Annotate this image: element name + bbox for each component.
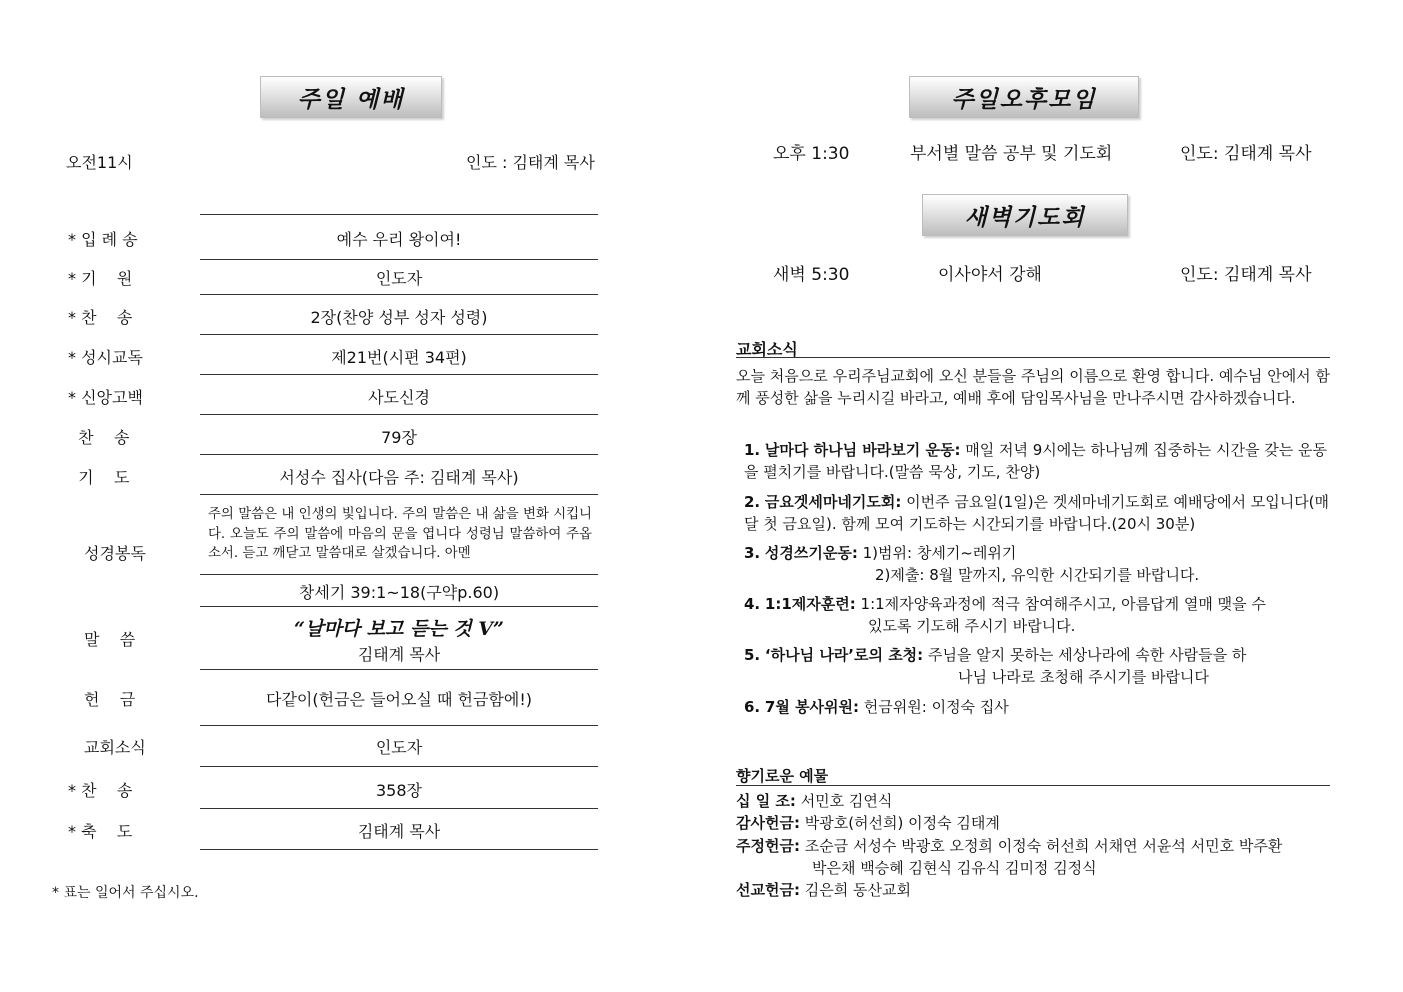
order-value-hymn1: 2장(찬양 성부 성자 성령) xyxy=(310,308,488,327)
dawn-title xyxy=(922,194,1128,236)
order-value-creed: 사도신경 xyxy=(368,388,430,407)
afternoon-leader: 인도: 김태계 목사 xyxy=(1180,144,1312,164)
news-item-4 xyxy=(744,593,1330,615)
divider xyxy=(200,606,598,607)
offering-label: 선교헌금: xyxy=(736,881,800,899)
sermon-preacher: 김태계 목사 xyxy=(357,645,441,664)
offering-names: 서민호 김연식 xyxy=(795,792,893,810)
news-item-num: 1. xyxy=(744,441,761,459)
order-value-news: 인도자 xyxy=(375,738,423,757)
news-item-title: 금요겟세마네기도회: xyxy=(764,493,902,511)
order-label-hymn1: * 찬 송 xyxy=(68,308,133,327)
news-heading: 교회소식 xyxy=(736,340,798,359)
news-item-title: ‘하나님 나라’로의 초청: xyxy=(764,646,924,664)
offering-row-mission xyxy=(736,879,911,901)
divider xyxy=(200,259,598,260)
afternoon-title xyxy=(909,76,1139,118)
order-value-hymn2: 79장 xyxy=(381,428,417,447)
offering-names: 조순금 서성수 박광호 오정희 이정숙 허선희 서채연 서윤석 서민호 박주환 xyxy=(799,837,1283,855)
news-item-num: 3. xyxy=(744,544,761,562)
divider xyxy=(200,374,598,375)
divider xyxy=(200,414,598,415)
order-label-prayer: 기 도 xyxy=(68,468,130,487)
order-value-invocation: 인도자 xyxy=(375,269,423,288)
news-item-title: 1:1제자훈련: xyxy=(764,595,856,613)
divider xyxy=(200,808,598,809)
order-label-offering: 헌 금 xyxy=(84,690,136,709)
scripture-passage: 창세기 39:1~18(구약p.60) xyxy=(298,583,500,602)
order-label-hymn2: 찬 송 xyxy=(68,428,130,447)
scripture-prayer: 주의 말씀은 내 인생의 빛입니다. 주의 말씀은 내 삶을 변화 시킵니다. 오늘도 주의 말씀에 마음의 문을 엽니다 성령님 말씀하여 주옵소서. 듣고 깨닫고 말씀대로 살겠습니다. 아멘 xyxy=(208,507,592,561)
divider xyxy=(200,766,598,767)
worship-leader: 인도 : 김태계 목사 xyxy=(466,153,595,172)
news-item-4-line2: 있도록 기도해 주시기 바랍니다. xyxy=(868,617,1076,635)
news-item-text: 1)범위: 창세기~레위기 xyxy=(857,544,1017,562)
worship-title-text: 주일 예배 xyxy=(297,86,405,113)
news-item-3 xyxy=(744,542,1330,564)
news-item-title: 7월 봉사위원: xyxy=(764,698,860,716)
divider xyxy=(200,334,598,335)
order-label-invocation: * 기 원 xyxy=(68,269,133,288)
order-value-responsive: 제21번(시편 34편) xyxy=(331,348,467,367)
divider xyxy=(200,669,598,670)
order-label-creed: * 신앙고백 xyxy=(68,388,143,407)
news-item-num: 6. xyxy=(744,698,761,716)
standing-footnote: * 표는 일어서 주십시오. xyxy=(52,885,199,901)
news-item-text: 주님을 알지 못하는 세상나라에 속한 사람들을 하 xyxy=(923,646,1247,664)
afternoon-time: 오후 1:30 xyxy=(773,144,850,164)
worship-time: 오전11시 xyxy=(66,153,133,172)
divider xyxy=(736,357,1330,358)
news-item-num: 4. xyxy=(744,595,761,613)
order-value-prayer: 서성수 집사(다음 주: 김태계 목사) xyxy=(279,468,519,487)
dawn-desc: 이사야서 강해 xyxy=(938,265,1042,285)
dawn-leader: 인도: 김태계 목사 xyxy=(1180,265,1312,285)
divider xyxy=(200,294,598,295)
divider xyxy=(200,574,598,575)
news-item-3-line2: 2)제출: 8월 말까지, 유익한 시간되기를 바랍니다. xyxy=(875,566,1200,584)
order-label-benediction: * 축 도 xyxy=(68,822,133,841)
news-item-text: 1:1제자양육과정에 적극 참여해주시고, 아름답게 열매 맺을 수 xyxy=(855,595,1266,613)
divider xyxy=(200,849,598,850)
offering-row-weekly-line2: 박은채 백승혜 김현식 김유식 김미정 김정식 xyxy=(812,859,1097,877)
news-item-num: 2. xyxy=(744,493,761,511)
order-value-offering: 다같이(헌금은 들어오실 때 헌금함에!) xyxy=(266,690,532,709)
dawn-title-text: 새벽기도회 xyxy=(964,204,1086,231)
sermon-title: “날마다 보고 듣는 것 Ⅴ” xyxy=(294,618,504,640)
news-item-text: 헌금위원: 이정숙 집사 xyxy=(859,698,1009,716)
news-item-1 xyxy=(744,439,1330,483)
divider xyxy=(200,494,598,495)
news-item-title: 날마다 하나님 바라보기 운동: xyxy=(764,441,961,459)
news-item-text: 매일 저녁 9시에는 하나님께 집중하는 시간을 갖는 운동을 펼치기를 바랍니다.(말씀 묵상, 기도, 찬양) xyxy=(744,441,1327,481)
offering-row-thanks xyxy=(736,812,1000,834)
divider xyxy=(200,214,598,215)
divider xyxy=(736,785,1330,786)
scripture-label: 성경봉독 xyxy=(84,544,146,563)
order-label-hymn3: * 찬 송 xyxy=(68,781,133,800)
news-item-5 xyxy=(744,644,1330,666)
order-label-entrance: * 입 례 송 xyxy=(68,230,138,249)
news-intro: 오늘 처음으로 우리주님교회에 오신 분들을 주님의 이름으로 환영 합니다. 예수님 안에서 함께 풍성한 삶을 누리시길 바라고, 예배 후에 담임목사님을 만나주시면 감사하겠습니다. xyxy=(736,367,1330,407)
news-item-5-line2: 나님 나라로 초청해 주시기를 바랍니다 xyxy=(958,668,1209,686)
dawn-time: 새벽 5:30 xyxy=(773,265,850,285)
order-value-benediction: 김태계 목사 xyxy=(357,822,441,841)
news-item-text: 이번주 금요일(1일)은 겟세마네기도회로 예배당에서 모입니다(매달 첫 금요일). 함께 모여 기도하는 시간되기를 바랍니다.(20시 30분) xyxy=(744,493,1330,533)
divider xyxy=(200,725,598,726)
worship-title xyxy=(260,76,442,118)
afternoon-title-text: 주일오후모임 xyxy=(951,86,1097,113)
news-item-num: 5. xyxy=(744,646,761,664)
offering-names: 김은희 동산교회 xyxy=(799,881,911,899)
order-label-responsive: * 성시교독 xyxy=(68,348,143,367)
sermon-label: 말 씀 xyxy=(84,630,136,649)
news-item-title: 성경쓰기운동: xyxy=(764,544,858,562)
divider xyxy=(200,454,598,455)
offering-label: 감사헌금: xyxy=(736,814,800,832)
order-label-news: 교회소식 xyxy=(84,738,146,757)
offering-heading: 향기로운 예물 xyxy=(736,767,829,785)
news-item-6 xyxy=(744,696,1330,718)
afternoon-desc: 부서별 말씀 공부 및 기도회 xyxy=(910,144,1113,164)
order-value-hymn3: 358장 xyxy=(376,781,422,800)
offering-row-weekly xyxy=(736,835,1356,857)
offering-label: 주정헌금: xyxy=(736,837,800,855)
news-item-2 xyxy=(744,491,1330,535)
offering-label: 십 일 조: xyxy=(736,792,796,810)
order-value-entrance: 예수 우리 왕이여! xyxy=(336,230,462,249)
offering-row-tithe xyxy=(736,790,892,812)
offering-names: 박광호(허선희) 이정숙 김태계 xyxy=(799,814,1000,832)
